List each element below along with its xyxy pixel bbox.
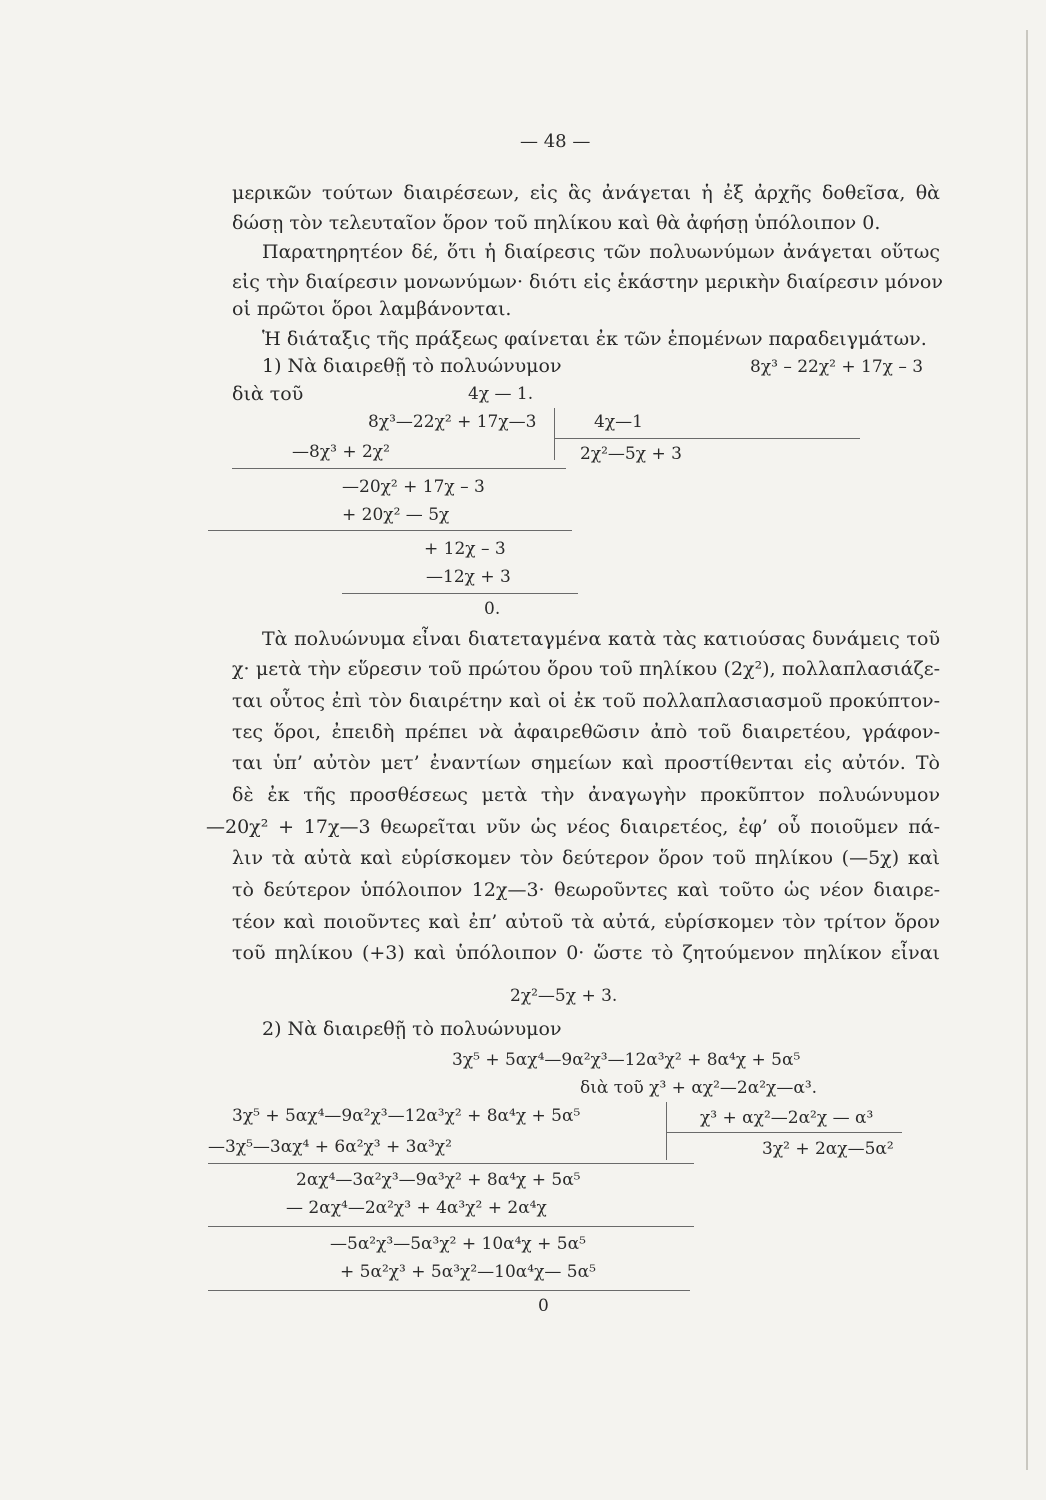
example2-dividend-label: 3χ⁵ + 5αχ⁴—9α²χ³—12α³χ² + 8α⁴χ + 5α⁵ — [452, 1050, 801, 1070]
example1-remainder: 0. — [484, 599, 501, 619]
explanation-line-9: τὸ δεύτερον ὑπόλοιπον 12χ—3· θεωροῦντες καὶ τοῦτο ὡς νέον διαιρε- — [232, 879, 940, 901]
example2-statement: 2) Νὰ διαιρεθῇ τὸ πολυώνυμον — [262, 1018, 562, 1040]
explanation-line-4: τες ὅροι, ἐπειδὴ πρέπει νὰ ἀφαιρεθῶσιν ἀπὸ τοῦ διαιρετέου, γράφον- — [232, 721, 940, 743]
example1-statement: 1) Νὰ διαιρεθῇ τὸ πολυώνυμον — [262, 355, 562, 377]
example1-divisor: 4χ—1 — [594, 412, 643, 432]
explanation-line-3: ται οὗτος ἐπὶ τὸν διαιρέτην καὶ οἱ ἐκ τοῦ πολλαπλασιασμοῦ προκύπτον- — [232, 690, 940, 712]
example2-remainder: 0 — [538, 1296, 549, 1316]
example1-step-1: —8χ³ + 2χ² — [292, 442, 390, 462]
example2-quotient: 3χ² + 2αχ—5α² — [762, 1139, 894, 1159]
example2-step-5: + 5α²χ³ + 5α³χ²—10α⁴χ— 5α⁵ — [340, 1262, 596, 1282]
example1-step-4: + 12χ – 3 — [424, 539, 506, 559]
example1-dividend: 8χ³—22χ² + 17χ—3 — [368, 412, 537, 432]
example1-by-label: διὰ τοῦ — [232, 383, 304, 405]
explanation-line-1: Τὰ πολυώνυμα εἶναι διατεταγμένα κατὰ τὰς κατιούσας δυνάμεις τοῦ — [262, 628, 940, 650]
example2-divisor-rule — [666, 1132, 902, 1133]
example2-dividend: 3χ⁵ + 5αχ⁴—9α²χ³—12α³χ² + 8α⁴χ + 5α⁵ — [232, 1106, 581, 1126]
example1-divisor-label: 4χ — 1. — [468, 384, 534, 404]
example2-rule-2 — [208, 1226, 694, 1227]
explanation-line-2: χ· μετὰ τὴν εὕρεσιν τοῦ πρώτου ὅρου τοῦ πηλίκου (2χ²), πολλαπλασιάζε- — [232, 658, 940, 680]
example1-divisor-rule — [554, 438, 860, 439]
intro-line-1: μερικῶν τούτων διαιρέσεων, εἰς ἃς ἀνάγεται ἡ ἐξ ἀρχῆς δοθεῖσα, θὰ — [232, 182, 940, 204]
example1-division-bar — [554, 408, 555, 460]
page-edge-shadow — [1026, 30, 1028, 1470]
explanation-line-7: —20χ² + 17χ—3 θεωρεῖται νῦν ὡς νέος διαιρετέος, ἐφ’ οὗ ποιοῦμεν πά- — [206, 816, 940, 838]
example2-step-4: —5α²χ³—5α³χ² + 10α⁴χ + 5α⁵ — [330, 1234, 586, 1254]
example2-step-3: — 2αχ⁴—2α²χ³ + 4α³χ² + 2α⁴χ — [286, 1198, 547, 1218]
page-number: — 48 — — [520, 131, 591, 152]
explanation-line-6: δὲ ἐκ τῆς προσθέσεως μετὰ τὴν ἀναγωγὴν προκῦπτον πολυώνυμον — [232, 784, 940, 806]
intro-line-4: εἰς τὴν διαίρεσιν μονωνύμων· διότι εἰς ἑκάστην μερικὴν διαίρεσιν μόνον — [232, 271, 943, 293]
example2-by-line: διὰ τοῦ χ³ + αχ²—2α²χ—α³. — [580, 1078, 818, 1098]
example1-rule-2 — [208, 530, 572, 531]
explanation-line-8: λιν τὰ αὐτὰ καὶ εὑρίσκομεν τὸν δεύτερον ὅρον τοῦ πηλίκου (—5χ) καὶ — [232, 847, 940, 869]
example2-step-1: —3χ⁵—3αχ⁴ + 6α²χ³ + 3α³χ² — [208, 1137, 452, 1157]
explanation-line-5: ται ὑπ’ αὐτὸν μετ’ ἐναντίων σημείων καὶ προστίθενται εἰς αὐτόν. Τὸ — [232, 752, 940, 774]
example2-rule-3 — [208, 1290, 690, 1291]
example2-rule-1 — [208, 1163, 694, 1164]
intro-line-5: οἱ πρῶτοι ὅροι λαμβάνονται. — [232, 298, 512, 320]
example1-step-5: —12χ + 3 — [426, 567, 511, 587]
explanation-line-10: τέον καὶ ποιοῦντες καὶ ἐπ’ αὐτοῦ τὰ αὐτά, εὑρίσκομεν τὸν τρίτον ὅρον — [232, 911, 940, 933]
example1-rule-3 — [342, 593, 578, 594]
example1-step-2: —20χ² + 17χ – 3 — [342, 477, 485, 497]
example2-step-2: 2αχ⁴—3α²χ³—9α³χ² + 8α⁴χ + 5α⁵ — [296, 1170, 581, 1190]
intro-line-3: Παρατηρητέον δέ, ὅτι ἡ διαίρεσις τῶν πολυωνύμων ἀνάγεται οὕτως — [262, 241, 940, 263]
example1-step-3: + 20χ² — 5χ — [342, 505, 450, 525]
example1-dividend-label: 8χ³ – 22χ² + 17χ – 3 — [750, 357, 924, 377]
example1-rule-1 — [232, 468, 566, 469]
example1-quotient: 2χ²—5χ + 3 — [580, 444, 682, 464]
intro-line-2: δώσῃ τὸν τελευταῖον ὅρον τοῦ πηλίκου καὶ θὰ ἀφήσῃ ὑπόλοιπον 0. — [232, 212, 881, 234]
intro-line-6: Ἡ διάταξις τῆς πράξεως φαίνεται ἐκ τῶν ἑπομένων παραδειγμάτων. — [262, 328, 927, 350]
example2-divisor: χ³ + αχ²—2α²χ — α³ — [700, 1108, 874, 1128]
example2-division-bar — [666, 1102, 667, 1160]
quotient-result: 2χ²—5χ + 3. — [510, 986, 618, 1006]
explanation-line-11: τοῦ πηλίκου (+3) καὶ ὑπόλοιπον 0· ὥστε τὸ ζητούμενον πηλίκον εἶναι — [232, 942, 940, 964]
